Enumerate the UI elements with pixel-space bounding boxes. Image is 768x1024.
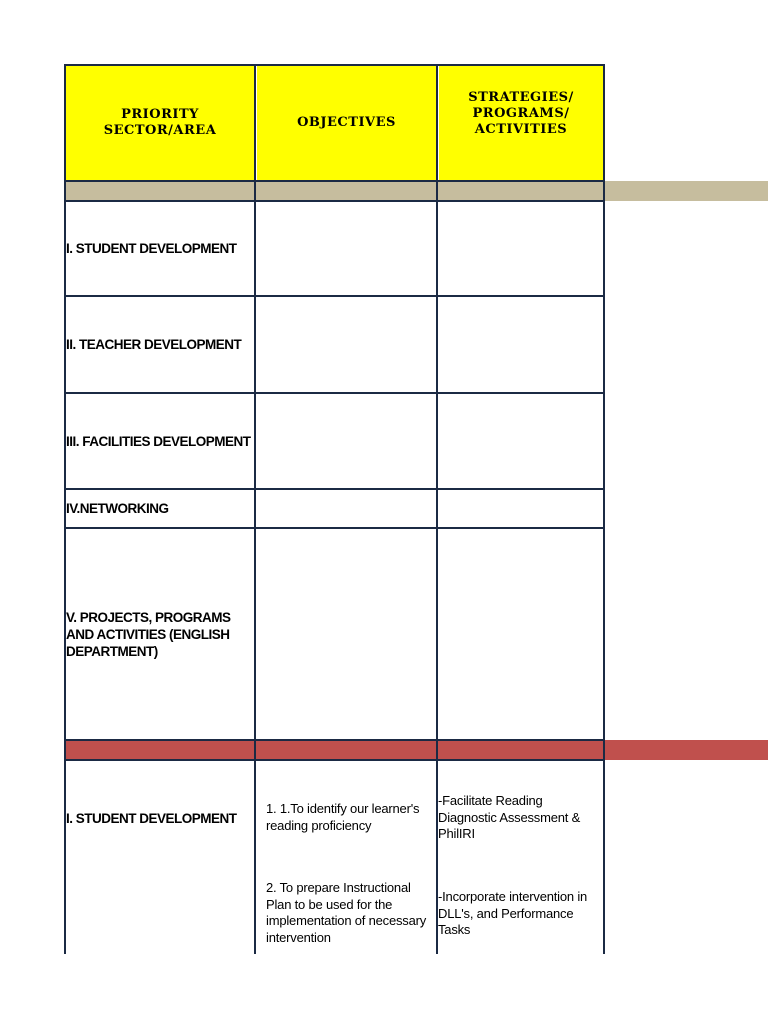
strategy-text: -Incorporate intervention in DLL's, and Performance Tasks <box>438 889 588 937</box>
objective-text: 1. 1.To identify our learner's reading proficiency <box>266 801 420 833</box>
header-text: SECTOR/AREA <box>103 123 217 138</box>
grid-line <box>64 739 605 741</box>
grid-line <box>64 64 605 66</box>
sector-cell <box>66 490 254 527</box>
grid-line <box>603 64 605 954</box>
sector-cell <box>66 297 254 392</box>
header-text: STRATEGIES/ <box>468 90 574 105</box>
sector-cell <box>66 394 254 488</box>
grid-line <box>64 180 605 182</box>
sector-cell <box>66 529 254 739</box>
page-blank-area <box>0 954 768 1024</box>
grid-line <box>254 64 256 954</box>
sector-label: II. TEACHER DEVELOPMENT <box>66 337 242 352</box>
sector-label: IV.NETWORKING <box>66 501 169 516</box>
sector-label: I. STUDENT DEVELOPMENT <box>66 810 237 826</box>
header-text: PRIORITY <box>121 107 199 122</box>
sector-label: V. PROJECTS, PROGRAMS AND ACTIVITIES (ENGLISH DEPARTMENT) <box>66 609 231 659</box>
sector-cell <box>66 761 254 875</box>
objective-text: 2. To prepare Instructional Plan to be used for the implementation of necessary intervention <box>266 880 427 945</box>
header-priority-sector <box>66 66 254 180</box>
section-band-tan <box>64 181 768 201</box>
header-text: OBJECTIVES <box>297 115 396 130</box>
header-strategies <box>439 66 603 180</box>
strategy-text: -Facilitate Reading Diagnostic Assessment & PhilIRI <box>438 793 581 841</box>
sector-label: III. FACILITIES DEVELOPMENT <box>66 433 251 449</box>
sector-label: I. STUDENT DEVELOPMENT <box>66 241 237 256</box>
header-text: ACTIVITIES <box>474 122 568 137</box>
header-objectives <box>257 66 436 180</box>
sector-cell <box>66 202 254 295</box>
header-text: PROGRAMS/ <box>472 106 570 121</box>
section-band-red <box>64 740 768 760</box>
